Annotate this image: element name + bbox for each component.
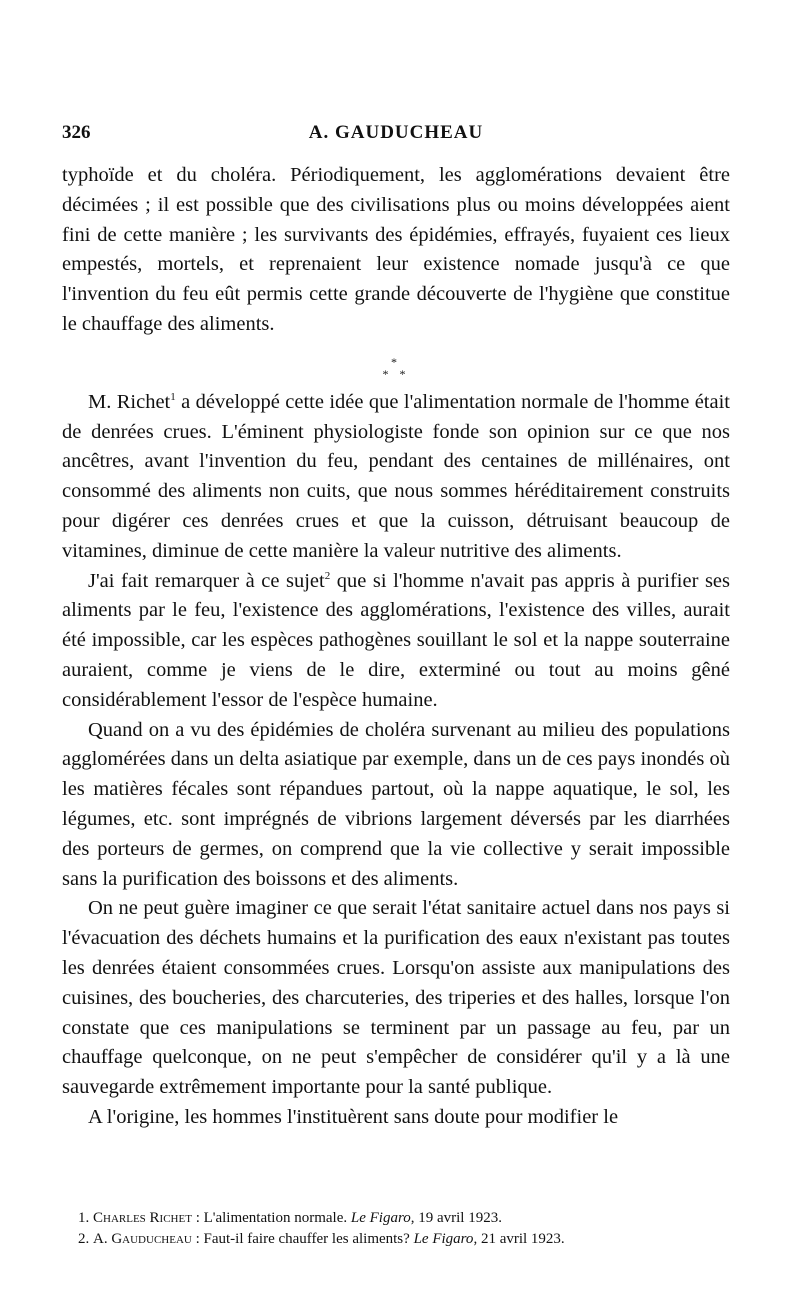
footnotes xyxy=(78,1208,730,1250)
footnote-separator: : xyxy=(191,1210,204,1226)
running-title: A. GAUDUCHEAU xyxy=(308,122,484,143)
footnote-ref-2[interactable]: 2 xyxy=(324,569,331,582)
paragraph-2-start: M. Richet xyxy=(88,390,171,413)
paragraph-4: Quand on a vu des épidémies de choléra survenant au milieu des populations agglomérées dans un delta asiatique par exemple, dans un de ces pays inondés où les matières fécales sont répandues partout, où la nappe aquatique, le sol, les légumes, etc. sont imprégnés de vibrions largement déversés par les diarrhées des porteurs de germes, on comprend que la vie collective y serait impossible sans la purification des boissons et des aliments. xyxy=(62,718,730,890)
footnote-2 xyxy=(78,1229,730,1250)
footnote-number: 1. xyxy=(78,1210,90,1226)
separator-star-top: * xyxy=(391,354,401,369)
footnote-ref-1[interactable]: 1 xyxy=(170,390,176,403)
paragraph-3-rest: que si l'homme n'avait pas appris à purifier ses aliments par le feu, l'existence des agglomérations, l'existence des villes, aurait été impossible, car les espèces pathogènes souillant le sol et la nappe souterraine auraient, comme je viens de le dire, exterminé ou tout au moins gêné considérablement l'essor de l'espèce humaine. xyxy=(62,569,730,711)
footnote-title: L'alimentation normale. xyxy=(203,1210,348,1226)
footnote-date: , 21 avril 1923. xyxy=(473,1231,565,1247)
paragraph-3 xyxy=(62,567,730,716)
body-text xyxy=(62,161,730,1133)
section-separator xyxy=(62,340,730,388)
footnote-journal: Le Figaro xyxy=(413,1231,474,1247)
footnote-title: Faut-il faire chauffer les aliments? xyxy=(203,1231,410,1247)
separator-star-bottom: * * xyxy=(382,366,410,381)
page-header xyxy=(62,122,730,152)
paragraph-1: typhoïde et du choléra. Périodiquement, les agglomérations devaient être décimées ; il est possible que des civilisations plus ou moins développées aient fini de cette manière ; les survivants des épidémies, effrayés, fuyaient ces lieux empestés, mortels, et reprenaient leur existence nomade jusqu'à ce que l'invention du feu eût permis cette grande découverte de l'hygiène que constitue le chauffage des aliments. xyxy=(62,164,730,335)
paragraph-2-rest: a développé cette idée que l'alimentation normale de l'homme était de denrées crues. L'éminent physiologiste fonde son opinion sur ce que nos ancêtres, avant l'invention du feu, pendant des centaines de millénaires, ont consommé des aliments non cuits, que nous sommes héréditairement construits pour digérer ces denrées crues et que la cuisson, détruisant beaucoup de vitamines, diminue de cette manière la valeur nutritive des aliments. xyxy=(62,390,730,562)
paragraph-6: A l'origine, les hommes l'instituèrent sans doute pour modifier le xyxy=(88,1105,619,1128)
paragraph-3-start: J'ai fait remarquer à ce sujet xyxy=(88,569,325,592)
footnote-author: A. Gauducheau xyxy=(93,1231,192,1247)
footnote-journal: Le Figaro xyxy=(350,1210,411,1226)
footnote-author: Charles Richet xyxy=(93,1210,192,1226)
footnote-number: 2. xyxy=(78,1231,90,1247)
paragraph-2 xyxy=(62,388,730,567)
footnote-date: , 19 avril 1923. xyxy=(410,1210,502,1226)
paragraph-5: On ne peut guère imaginer ce que serait l'état sanitaire actuel dans nos pays si l'évacuation des déchets humains et la purification des eaux n'existant pas toutes les denrées étaient consommées crues. Lorsqu'on assiste aux manipulations des cuisines, des boucheries, des charcuteries, des triperies et des halles, lorsque l'on constate que ces manipulations se terminent par un passage au feu, par un chauffage quelconque, on ne peut s'empêcher de considérer qu'il y a là une sauvegarde extrêmement importante pour la santé publique. xyxy=(62,897,730,1099)
footnote-separator: : xyxy=(191,1231,204,1247)
footnote-1 xyxy=(78,1208,730,1229)
page-number: 326 xyxy=(62,122,91,143)
